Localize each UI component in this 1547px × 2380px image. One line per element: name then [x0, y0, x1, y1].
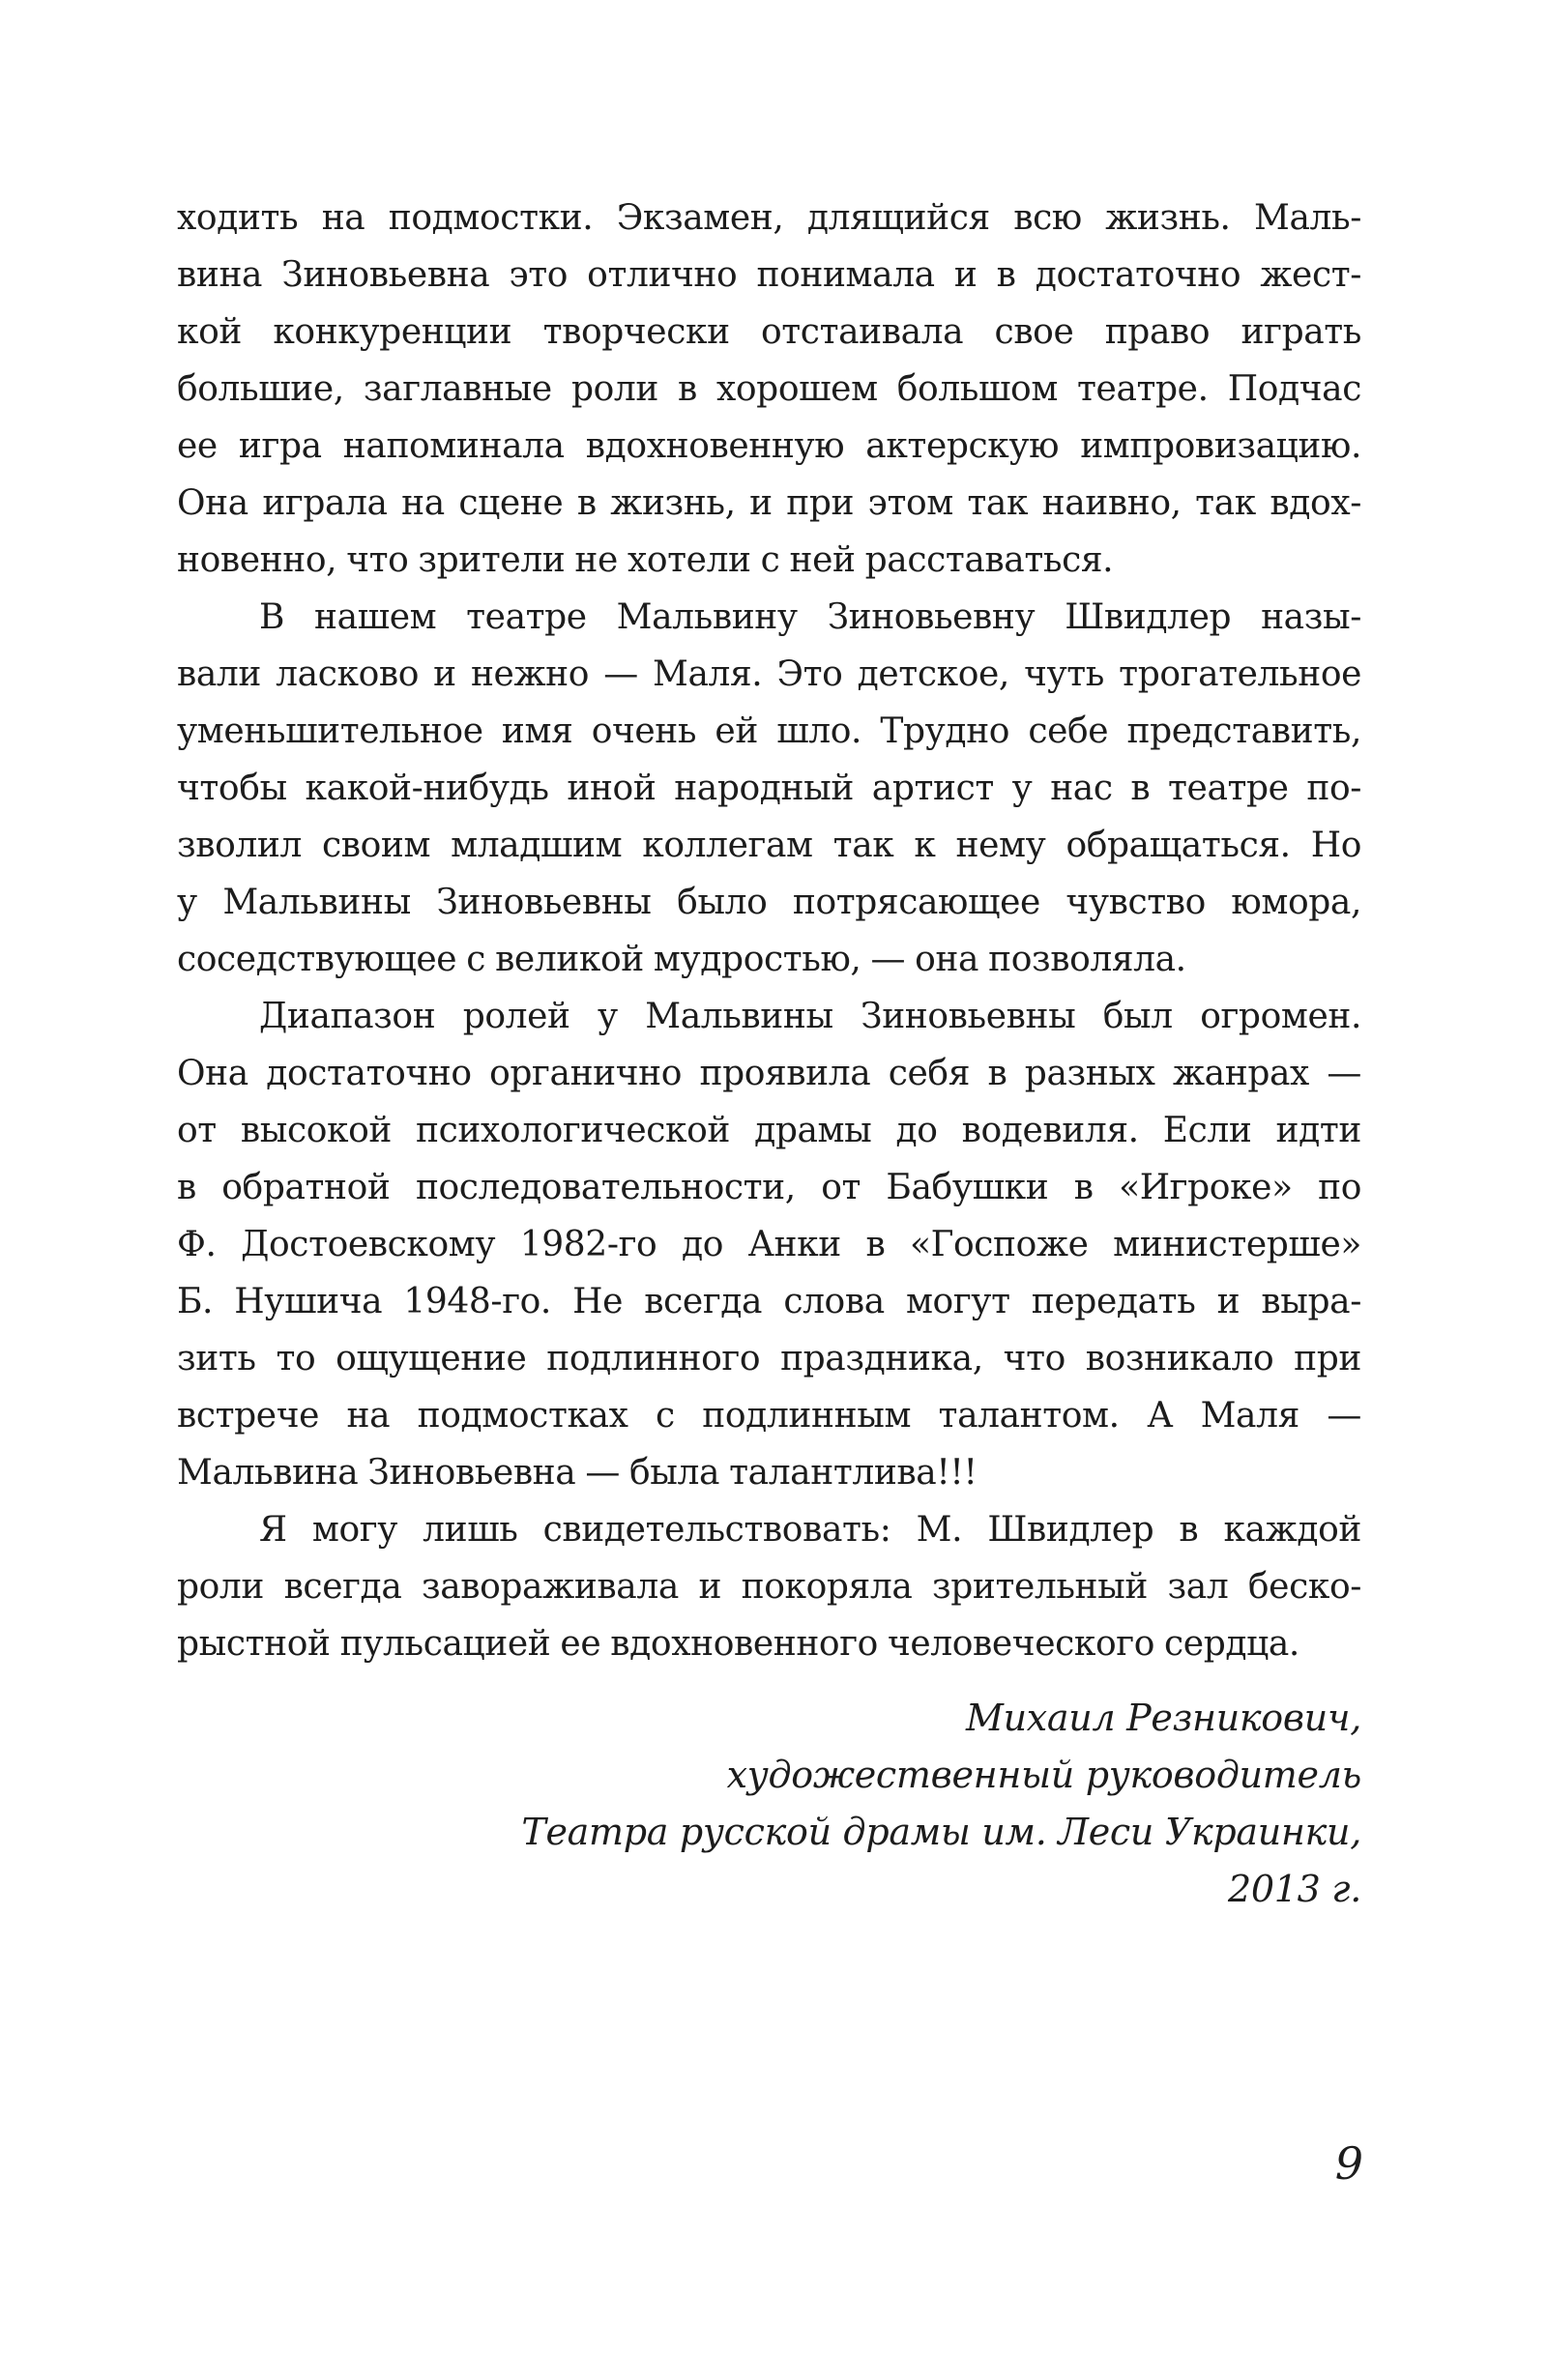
text-line: ходить на подмостки. Экзамен, длящийся всю жизнь. Маль-: [177, 198, 1361, 238]
paragraph: [177, 988, 1361, 1501]
paragraph: [177, 589, 1361, 988]
text-line: Я могу лишь свидетельствовать: М. Швидлер в каждой: [259, 1510, 1361, 1550]
signature-name: Михаил Резникович,: [966, 1697, 1361, 1739]
paragraph: [177, 1501, 1361, 1672]
text-line: роли всегда завораживала и покоряла зрительный зал беско-: [177, 1567, 1361, 1607]
text-line: вали ласково и нежно — Маля. Это детское, чуть трогательное: [177, 654, 1361, 694]
paragraph: [177, 189, 1361, 589]
text-line: Мальвина Зиновьевна — была талантлива!!!: [177, 1453, 978, 1493]
text-line: Она играла на сцене в жизнь, и при этом так наивно, так вдох-: [177, 483, 1361, 523]
text-line: новенно, что зрители не хотели с ней расставаться.: [177, 540, 1114, 580]
text-line: зить то ощущение подлинного праздника, что возникало при: [177, 1339, 1361, 1379]
text-line: кой конкуренции творчески отстаивала свое право играть: [177, 312, 1361, 352]
text-line: уменьшительное имя очень ей шло. Трудно себе представить,: [177, 711, 1361, 751]
signature: [177, 1690, 1361, 1918]
signature-position: художественный руководитель: [726, 1754, 1361, 1796]
text-line: В нашем театре Мальвину Зиновьевну Швидлер назы-: [259, 597, 1361, 637]
text-line: Ф. Достоевскому 1982-го до Анки в «Госпоже министерше»: [177, 1225, 1361, 1264]
page-number: 9: [1334, 2137, 1363, 2190]
signature-year: 2013 г.: [1228, 1868, 1361, 1910]
text-line: Диапазон ролей у Мальвины Зиновьевны был огромен.: [259, 997, 1361, 1036]
text-line: у Мальвины Зиновьевны было потрясающее чувство юмора,: [177, 883, 1361, 922]
text-line: соседствующее с великой мудростью, — она позволяла.: [177, 940, 1186, 979]
text-line: вина Зиновьевна это отлично понимала и в достаточно жест-: [177, 255, 1361, 295]
text-line: встрече на подмостках с подлинным талантом. А Маля —: [177, 1396, 1361, 1436]
text-line: рыстной пульсацией ее вдохновенного человеческого сердца.: [177, 1624, 1299, 1664]
text-line: чтобы какой-нибудь иной народный артист у нас в театре по-: [177, 769, 1361, 808]
text-line: зволил своим младшим коллегам так к нему обращаться. Но: [177, 826, 1361, 865]
signature-organization: Театра русской драмы им. Леси Украинки,: [521, 1811, 1361, 1853]
text-line: от высокой психологической драмы до водевиля. Если идти: [177, 1111, 1361, 1150]
text-line: Она достаточно органично проявила себя в разных жанрах —: [177, 1054, 1361, 1093]
text-line: Б. Нушича 1948-го. Не всегда слова могут передать и выра-: [177, 1282, 1361, 1321]
text-line: большие, заглавные роли в хорошем большом театре. Подчас: [177, 369, 1361, 409]
body-text: [177, 189, 1361, 1672]
text-line: ее игра напоминала вдохновенную актерскую импровизацию.: [177, 426, 1361, 466]
text-line: в обратной последовательности, от Бабушки в «Игроке» по: [177, 1168, 1361, 1207]
